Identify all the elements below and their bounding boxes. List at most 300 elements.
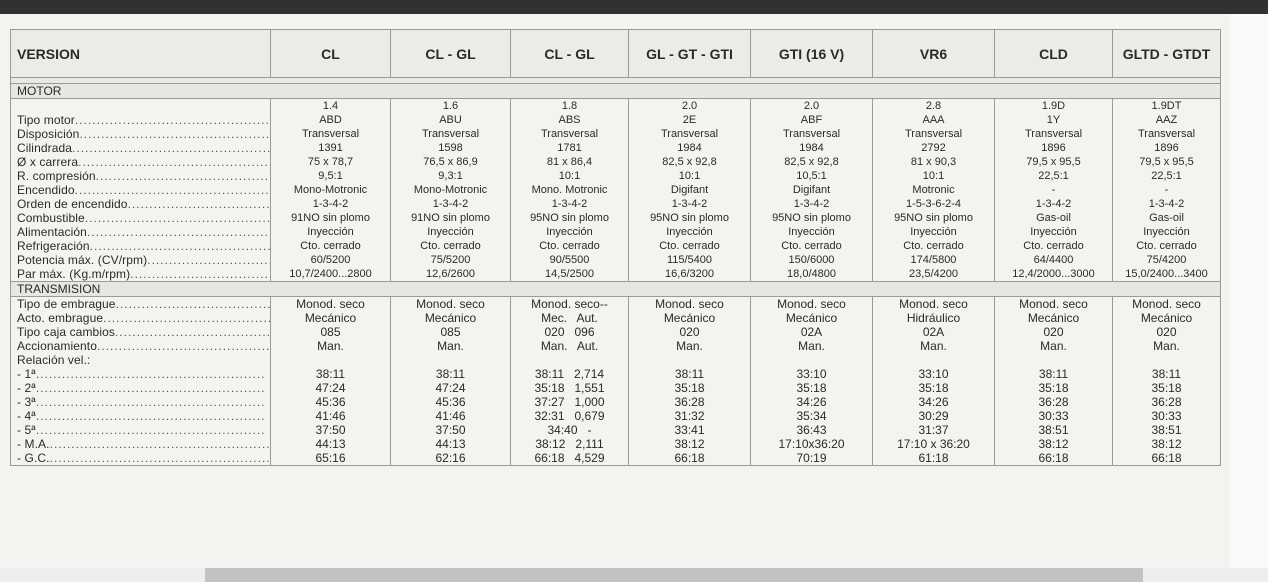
cell-value: 22,5:1 [1038, 170, 1069, 182]
cell-value: 30:29 [918, 409, 949, 423]
cell-value: 44:13 [315, 437, 346, 451]
cell-value: 66:18 [1038, 451, 1069, 465]
cell-value [873, 353, 994, 367]
cell-value: 2792 [921, 142, 946, 154]
cell-value: 75 x 78,7 [307, 156, 354, 168]
cell-value: 79,5 x 95,5 [1026, 156, 1081, 168]
leader-dots [50, 437, 270, 451]
cell-value: 76,5 x 86,9 [423, 156, 478, 168]
cell-value: 9,5:1 [318, 170, 343, 182]
cell-value: 085 [440, 325, 461, 339]
cell-value [391, 353, 510, 367]
cell-value: Inyección [788, 226, 835, 238]
value-cell [511, 297, 629, 466]
cell-value: 95NO sin plomo [772, 212, 851, 224]
value-cell [873, 297, 995, 466]
cell-value: 38:11 [435, 367, 466, 381]
cell-value: 1781 [557, 142, 582, 154]
cell-value: 36:28 [674, 395, 705, 409]
cell-value: 38:11 [674, 367, 705, 381]
row-label-text: Encendido [17, 183, 75, 197]
leader-dots [36, 395, 266, 409]
value-cell [1113, 297, 1221, 466]
value-cell [511, 99, 629, 282]
value-cell [751, 297, 873, 466]
row-label [17, 267, 270, 281]
value-cell [995, 99, 1113, 282]
cell-value [629, 353, 750, 367]
value-cell [271, 99, 391, 282]
cell-value: Gas-oil [1036, 212, 1071, 224]
scrollbar-thumb[interactable] [205, 568, 1143, 582]
table-row [11, 99, 1221, 282]
cell-value: Inyección [666, 226, 713, 238]
row-label-text: Refrigeración [17, 239, 90, 253]
leader-dots [85, 211, 270, 225]
leader-dots [147, 253, 270, 267]
row-label [17, 169, 270, 183]
row-label-text: Tipo caja cambios [17, 325, 115, 339]
cell-value: Monod. seco [1132, 297, 1201, 311]
row-label [17, 211, 270, 225]
header-col: GL - GT - GTI [629, 30, 751, 78]
row-label-text: Potencia máx. (CV/rpm) [17, 253, 148, 267]
cell-value: 90/5500 [549, 254, 590, 266]
cell-value: 60/5200 [310, 254, 351, 266]
value-cell [995, 297, 1113, 466]
row-label-text: Accionamiento [17, 339, 98, 353]
cell-value: 47:24 [435, 381, 466, 395]
row-label-text: - 2ª [17, 381, 36, 395]
cell-value: 37:50 [435, 423, 466, 437]
row-label-text: Ø x carrera [17, 155, 79, 169]
cell-value: 12,6/2600 [426, 268, 475, 280]
cell-value: 32:31 0,679 [534, 409, 605, 423]
cell-value: Mono. Motronic [531, 184, 608, 196]
cell-value: 02A [800, 325, 823, 339]
cell-value: 81 x 86,4 [546, 156, 593, 168]
cell-value: 1-5-3-6-2-4 [905, 198, 962, 210]
cell-value: 34:40 - [547, 423, 592, 437]
cell-value: - [1164, 184, 1169, 196]
cell-value: 1.8 ABS [558, 100, 581, 126]
cell-value: 10:1 [558, 170, 581, 182]
cell-value: 33:41 [674, 423, 705, 437]
cell-value: Cto. cerrado [1023, 240, 1084, 252]
cell-value: 17:10x36:20 [778, 437, 845, 451]
page-margin [1230, 14, 1268, 568]
cell-value: Motronic [912, 184, 955, 196]
cell-value: 91NO sin plomo [291, 212, 370, 224]
row-label-text: - 1ª [17, 367, 36, 381]
value-cell [629, 99, 751, 282]
cell-value: Monod. seco [296, 297, 365, 311]
cell-value [271, 353, 390, 367]
cell-value: 1984 [799, 142, 824, 154]
cell-value: 62:16 [435, 451, 466, 465]
cell-value: 02A [922, 325, 945, 339]
header-col: VR6 [873, 30, 995, 78]
row-label [17, 451, 270, 465]
row-label [17, 311, 270, 325]
cell-value: Cto. cerrado [300, 240, 361, 252]
cell-value: Digifant [670, 184, 709, 196]
cell-value: Man. [920, 339, 947, 353]
row-label-text: Combustible [17, 211, 85, 225]
cell-value: 81 x 90,3 [910, 156, 957, 168]
cell-value: 36:28 [1151, 395, 1182, 409]
row-label [17, 113, 270, 127]
section-title: MOTOR [11, 84, 1221, 99]
cell-value: Monod. seco [655, 297, 724, 311]
cell-value: Man. [437, 339, 464, 353]
cell-value: 66:18 [674, 451, 705, 465]
row-label [17, 409, 270, 423]
cell-value: Mono-Motronic [413, 184, 488, 196]
leader-dots [36, 367, 266, 381]
cell-value: 35:18 1,551 [534, 381, 605, 395]
row-label-text: Alimentación [17, 225, 87, 239]
cell-value: 95NO sin plomo [650, 212, 729, 224]
cell-value: 020 [1043, 325, 1064, 339]
cell-value: 2.8 AAA [922, 100, 945, 126]
cell-value: 75/5200 [430, 254, 471, 266]
cell-value: 75/4200 [1146, 254, 1187, 266]
cell-value: 1391 [318, 142, 343, 154]
cell-value: 35:18 [674, 381, 705, 395]
cell-value: 1-3-4-2 [793, 198, 830, 210]
leader-dots [50, 451, 270, 465]
header-col: CL - GL [511, 30, 629, 78]
cell-value: Mec. Aut. [541, 311, 598, 325]
cell-value: 35:18 [796, 381, 827, 395]
cell-value: 1-3-4-2 [551, 198, 588, 210]
leader-dots [116, 297, 270, 311]
cell-value: 34:26 [918, 395, 949, 409]
leader-dots [103, 311, 270, 325]
cell-value: 38:51 [1038, 423, 1069, 437]
cell-value: 30:33 [1151, 409, 1182, 423]
cell-value: Monod. seco-- [531, 297, 608, 311]
value-cell [271, 297, 391, 466]
leader-dots [36, 409, 266, 423]
row-label [17, 423, 270, 437]
cell-value: 38:12 [1151, 437, 1182, 451]
table-row [11, 297, 1221, 466]
cell-value [751, 353, 872, 367]
cell-value: 35:18 [1151, 381, 1182, 395]
row-label [17, 239, 270, 253]
cell-value: Transversal [301, 128, 360, 140]
header-col: CLD [995, 30, 1113, 78]
row-label [17, 325, 270, 339]
row-label-text: R. compresión [17, 169, 96, 183]
leader-dots [78, 155, 270, 169]
cell-value: 61:18 [918, 451, 949, 465]
cell-value: 70:19 [796, 451, 827, 465]
cell-value: 37:27 1,000 [534, 395, 605, 409]
row-label-text: Tipo de embrague [17, 297, 116, 311]
cell-value: 2.0 ABF [800, 100, 823, 126]
cell-value: Transversal [421, 128, 480, 140]
cell-value: 31:32 [674, 409, 705, 423]
cell-value: 91NO sin plomo [411, 212, 490, 224]
cell-value: 95NO sin plomo [894, 212, 973, 224]
value-cell [873, 99, 995, 282]
cell-value: Inyección [427, 226, 474, 238]
row-label-text: Acto. embrague [17, 311, 104, 325]
cell-value: Hidráulico [906, 311, 961, 325]
header-col: CL - GL [391, 30, 511, 78]
cell-value: Transversal [540, 128, 599, 140]
cell-value: 1984 [677, 142, 702, 154]
cell-value: 31:37 [918, 423, 949, 437]
cell-value: Transversal [1024, 128, 1083, 140]
row-label [17, 225, 270, 239]
leader-dots [79, 127, 270, 141]
cell-value: 30:33 [1038, 409, 1069, 423]
cell-value: 44:13 [435, 437, 466, 451]
row-label [17, 183, 270, 197]
leader-dots [75, 113, 270, 127]
cell-value: 36:43 [796, 423, 827, 437]
cell-value: Man. [798, 339, 825, 353]
row-label [17, 141, 270, 155]
cell-value: 66:18 4,529 [534, 451, 605, 465]
row-label [17, 437, 270, 451]
cell-value: Mecánico [663, 311, 716, 325]
cell-value: Cto. cerrado [659, 240, 720, 252]
cell-value: 45:36 [315, 395, 346, 409]
row-label [17, 155, 270, 169]
cell-value: 17:10 x 36:20 [897, 437, 970, 451]
cell-value: 65:16 [315, 451, 346, 465]
cell-value: Transversal [782, 128, 841, 140]
cell-value: 12,4/2000...3000 [1012, 268, 1095, 280]
cell-value: 10,7/2400...2800 [289, 268, 372, 280]
cell-value: Man. Aut. [540, 339, 599, 353]
row-label-text: Relación vel.: [17, 353, 91, 367]
cell-value: - [1051, 184, 1056, 196]
cell-value: Cto. cerrado [539, 240, 600, 252]
row-label-text: Tipo motor [17, 113, 75, 127]
row-label-text: Disposición [17, 127, 80, 141]
cell-value [995, 353, 1112, 367]
cell-value: Mecánico [304, 311, 357, 325]
cell-value: Gas-oil [1149, 212, 1184, 224]
leader-dots [36, 423, 266, 437]
cell-value: 82,5 x 92,8 [662, 156, 717, 168]
cell-value: 95NO sin plomo [530, 212, 609, 224]
leader-dots [75, 183, 270, 197]
cell-value: 41:46 [435, 409, 466, 423]
cell-value: 45:36 [435, 395, 466, 409]
cell-value: 9,3:1 [438, 170, 463, 182]
value-cell [629, 297, 751, 466]
cell-value: 10,5:1 [796, 170, 827, 182]
cell-value: 15,0/2400...3400 [1125, 268, 1208, 280]
cell-value: Man. [676, 339, 703, 353]
row-label-text: - 4ª [17, 409, 36, 423]
cell-value: Mono-Motronic [293, 184, 368, 196]
row-label-text: Cilindrada [17, 141, 73, 155]
cell-value: 23,5/4200 [909, 268, 958, 280]
cell-value: 1896 [1041, 142, 1066, 154]
value-cell [1113, 99, 1221, 282]
cell-value: 1598 [438, 142, 463, 154]
cell-value: 37:50 [315, 423, 346, 437]
cell-value: 150/6000 [788, 254, 835, 266]
leader-dots [96, 169, 270, 183]
scanned-document [0, 14, 1230, 568]
cell-value: Inyección [1030, 226, 1077, 238]
cell-value: 10:1 [678, 170, 701, 182]
cell-value: 14,5/2500 [545, 268, 594, 280]
leader-dots [36, 381, 266, 395]
row-label-text: Orden de encendido [17, 197, 128, 211]
cell-value: 1.4 ABD [319, 100, 342, 126]
row-label-text: - M.A. [17, 437, 50, 451]
cell-value: 82,5 x 92,8 [784, 156, 839, 168]
header-row [11, 30, 1221, 78]
row-label [17, 297, 270, 311]
row-label-text: - 5ª [17, 423, 36, 437]
value-cell [751, 99, 873, 282]
cell-value: Inyección [910, 226, 957, 238]
cell-value: Transversal [660, 128, 719, 140]
header-col: GLTD - GTDT [1113, 30, 1221, 78]
row-label [17, 381, 270, 395]
cell-value: Transversal [1137, 128, 1196, 140]
cell-value: 18,0/4800 [787, 268, 836, 280]
section-row [11, 282, 1221, 297]
section-row [11, 84, 1221, 99]
row-label-text: - 3ª [17, 395, 36, 409]
cell-value: 1.6 ABU [439, 100, 462, 126]
row-label [17, 395, 270, 409]
cell-value: 1-3-4-2 [312, 198, 349, 210]
header-version: VERSION [11, 30, 271, 78]
window-top-bar [0, 0, 1268, 14]
cell-value: Transversal [904, 128, 963, 140]
cell-value: 38:11 2,714 [534, 367, 605, 381]
cell-value: 1.9DT AAZ [1151, 100, 1182, 126]
cell-value: Cto. cerrado [781, 240, 842, 252]
cell-value: 35:18 [918, 381, 949, 395]
spec-table [10, 29, 1221, 466]
cell-value: 1-3-4-2 [671, 198, 708, 210]
row-label [17, 253, 270, 267]
cell-value: Cto. cerrado [903, 240, 964, 252]
cell-value: 38:11 [1038, 367, 1069, 381]
cell-value: 47:24 [315, 381, 346, 395]
cell-value: 64/4400 [1033, 254, 1074, 266]
cell-value: 41:46 [315, 409, 346, 423]
cell-value: 16,6/3200 [665, 268, 714, 280]
row-label [17, 367, 270, 381]
leader-dots [115, 325, 270, 339]
cell-value: 115/5400 [666, 254, 713, 266]
cell-value: 1-3-4-2 [432, 198, 469, 210]
cell-value: 1896 [1154, 142, 1179, 154]
cell-value: 020 096 [544, 325, 595, 339]
row-labels [11, 99, 271, 282]
cell-value: 020 [1156, 325, 1177, 339]
cell-value: 1-3-4-2 [1035, 198, 1072, 210]
cell-value: 10:1 [922, 170, 945, 182]
value-cell [391, 99, 511, 282]
cell-value: 1-3-4-2 [1148, 198, 1185, 210]
cell-value: 36:28 [1038, 395, 1069, 409]
cell-value: 020 [679, 325, 700, 339]
cell-value: Man. [1153, 339, 1180, 353]
cell-value: Cto. cerrado [1136, 240, 1197, 252]
cell-value: Mecánico [1140, 311, 1193, 325]
cell-value [1113, 353, 1220, 367]
row-label [17, 197, 270, 211]
row-label [17, 339, 270, 353]
value-cell [391, 297, 511, 466]
cell-value: 174/5800 [910, 254, 957, 266]
cell-value: Inyección [546, 226, 593, 238]
cell-value: 38:51 [1151, 423, 1182, 437]
spec-body [11, 78, 1221, 466]
cell-value: 38:12 2,111 [535, 437, 604, 451]
row-label [17, 127, 270, 141]
cell-value: 38:12 [1038, 437, 1069, 451]
row-labels [11, 297, 271, 466]
cell-value: Mecánico [424, 311, 477, 325]
cell-value: Digifant [792, 184, 831, 196]
cell-value: 38:11 [1151, 367, 1182, 381]
cell-value: 33:10 [796, 367, 827, 381]
leader-dots [87, 225, 270, 239]
cell-value: Monod. seco [1019, 297, 1088, 311]
cell-value: 66:18 [1151, 451, 1182, 465]
cell-value: Monod. seco [416, 297, 485, 311]
cell-value: 79,5 x 95,5 [1139, 156, 1194, 168]
cell-value: Mecánico [785, 311, 838, 325]
cell-value: Man. [1040, 339, 1067, 353]
cell-value: Inyección [307, 226, 354, 238]
leader-dots [90, 239, 270, 253]
leader-dots [128, 197, 270, 211]
cell-value: 1.9D 1Y [1041, 100, 1066, 126]
cell-value: 22,5:1 [1151, 170, 1182, 182]
cell-value: Inyección [1143, 226, 1190, 238]
row-label-text: - G.C. [17, 451, 50, 465]
row-label [17, 353, 270, 367]
section-title: TRANSMISION [11, 282, 1221, 297]
cell-value: Monod. seco [899, 297, 968, 311]
cell-value: 38:12 [674, 437, 705, 451]
cell-value: 33:10 [918, 367, 949, 381]
leader-dots [130, 267, 270, 281]
cell-value: 35:18 [1038, 381, 1069, 395]
header-col: GTI (16 V) [751, 30, 873, 78]
cell-value: 085 [320, 325, 341, 339]
cell-value: Mecánico [1027, 311, 1080, 325]
cell-value [511, 353, 628, 367]
leader-dots [72, 141, 270, 155]
row-label-text: Par máx. (Kg.m/rpm) [17, 267, 131, 281]
cell-value: Monod. seco [777, 297, 846, 311]
leader-dots [97, 339, 270, 353]
header-col: CL [271, 30, 391, 78]
cell-value: 2.0 2E [681, 100, 698, 126]
cell-value: Cto. cerrado [420, 240, 481, 252]
cell-value: Man. [317, 339, 344, 353]
